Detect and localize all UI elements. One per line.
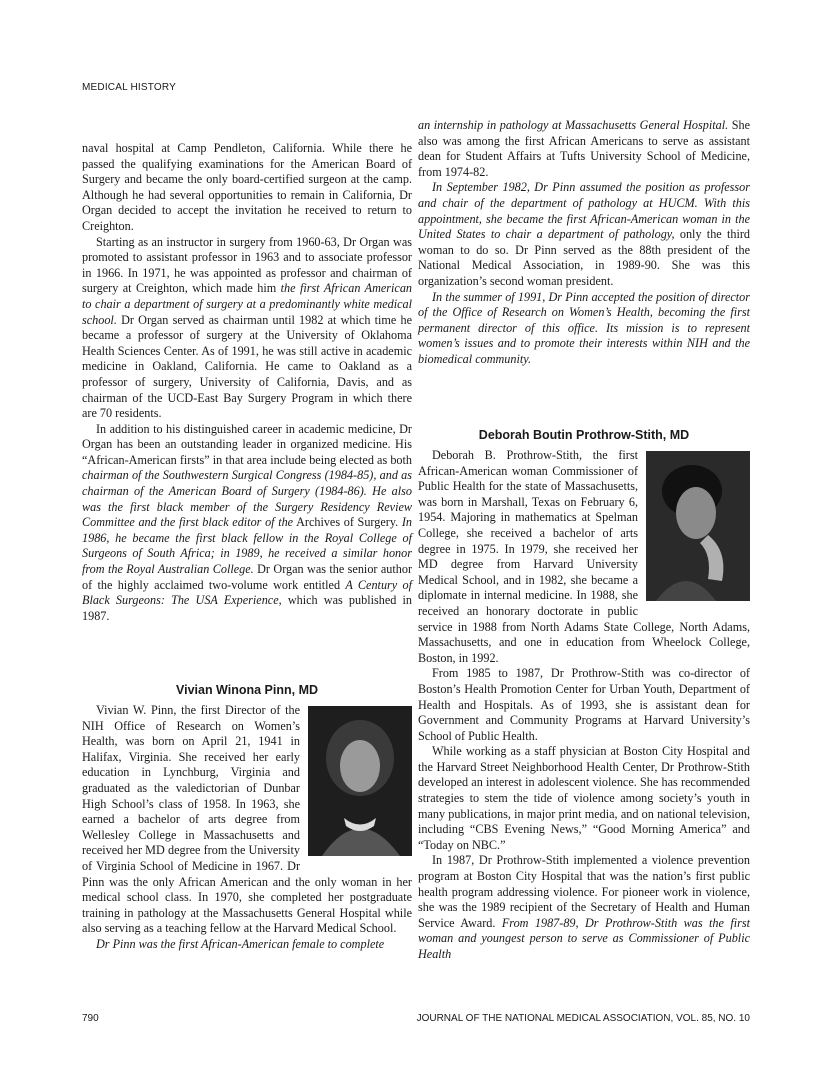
section-heading: Deborah Boutin Prothrow-Stith, MD bbox=[478, 428, 690, 442]
running-header: MEDICAL HISTORY bbox=[82, 82, 176, 93]
paragraph: While working as a staff physician at Boston City Hospital and the Harvard Street Neighborhood Health Center, Dr Prothrow-Stith developed an interest in adolescent violence. She has recommended strategies to stem the tide of violence among society’s youth in many publications, in major print media, and on national television, including “CBS Evening News,” “Good Morning America” and “Today on NBC.” bbox=[418, 744, 750, 852]
paragraph: In addition to his distinguished career in academic medicine, Dr Organ has been an outstanding leader in organized medicine. His “African-American firsts” in that area include being elected as both chairman of the Southwestern Surgical Congress (1984-85), and as chairman of the American Board of Surgery (1984-86). He also was the first black member of the Surgery Residency Review Committee and the first black editor of the Archives of Surgery. In 1986, he became the first black fellow in the Royal College of Surgeons of South Africa; in 1989, he received a similar honor from the Royal Australian College. Dr Organ was the senior author of the highly acclaimed two-volume work entitled A Century of Black Surgeons: The USA Experience, which was published in 1987. bbox=[82, 421, 413, 623]
left-column bbox=[82, 141, 412, 624]
journal-footer: JOURNAL OF THE NATIONAL MEDICAL ASSOCIATION, VOL. 85, NO. 10 bbox=[416, 1013, 750, 1024]
paragraph: In September 1982, Dr Pinn assumed the position as professor and chair of the department of pathology at HUCM. With this appointment, she became the first African-American woman in the United States to chair a department of pathology, only the third woman to do so. Dr Pinn served as the 88th president of the National Medical Association, in 1989-90. She was this organization’s second woman president. bbox=[418, 180, 750, 288]
paragraph: In the summer of 1991, Dr Pinn accepted the position of director of the Office of Research on Women’s Health, becoming the first permanent director of this office. Its mission is to represent women’s issues and to promote their interests within NIH and the biomedical community. bbox=[418, 289, 750, 366]
page-number: 790 bbox=[82, 1013, 99, 1024]
paragraph: From 1985 to 1987, Dr Prothrow-Stith was co-director of Boston’s Health Promotion Center for Urban Youth, Department of Health and Hospitals. As of 1993, she is assistant dean for Government and Community Programs at Harvard University’s School of Public Health. bbox=[418, 666, 750, 743]
paragraph: Starting as an instructor in surgery from 1960-63, Dr Organ was promoted to assistant professor in 1963 and to associate professor in 1966. In 1971, he was appointed as professor and chairman of surgery at Creighton, which made him the first African American to chair a department of surgery at a predominantly white medical school. Dr Organ served as chairman until 1982 at which time he became a professor of surgery at the University of Oklahoma Health Sciences Center. As of 1991, he was still active in academic medicine in Oakland, California. He came to Oakland as a professor of surgery, University of California, Davis, and as chairman of the UCD-East Bay Surgery Program in which there are 70 residents. bbox=[82, 234, 413, 421]
pinn-section bbox=[82, 683, 412, 953]
paragraph: Dr Pinn was the first African-American female to complete bbox=[96, 936, 385, 951]
portrait-photo bbox=[646, 451, 750, 601]
paragraph: In 1987, Dr Prothrow-Stith implemented a violence prevention program at Boston City Hospital that was the nation’s first public health program addressing violence. For pioneer work in violence, she was the 1989 recipient of the Secretary of Health and Human Service Award. From 1987-89, Dr Prothrow-Stith was the first woman and youngest person to serve as Commissioner of Public Health bbox=[418, 853, 750, 961]
section-heading: Vivian Winona Pinn, MD bbox=[175, 683, 319, 697]
paragraph: naval hospital at Camp Pendleton, California. While there he passed the qualifying examinations for the American Board of Surgery and became the only board-certified surgeon at the camp. Although he had several opportunities to remain in California, Dr Organ decided to accept the invitation he received to return to Creighton. bbox=[82, 141, 412, 233]
paragraph: Deborah B. Prothrow-Stith, the first African-American woman Commissioner of Public Health for the state of Massachusetts, was born in Marshall, Texas on February 6, 1954. Majoring in mathematics at Spelman College, she received a bachelor of arts degree in 1975. In 1979, she received her MD degree from Harvard University Medical School, and in 1982, she became a diplomate in internal medicine. In 1988, she received an honorary doctorate in public service in 1988 from North Adams State College, North Adams, Massachusetts, and one in education from Wheelock College, Boston, in 1992. bbox=[418, 448, 750, 665]
paragraph: Vivian W. Pinn, the first Director of the NIH Office of Research on Women’s Health, was born on April 21, 1941 in Halifax, Virginia. She received her early education in Lynchburg, Virginia and graduated as the valedictorian of Dunbar High School’s class of 1958. In 1963, she earned a bachelor of arts degree from Wellesley College in Massachusetts and received her MD degree from the University of Virginia School of Medicine in 1967. Dr Pinn was the only African American and the only woman in her medical school class. In 1970, she completed her postgraduate training in pathology at the Massachusetts General Hospital while also serving as a teaching fellow at the Harvard Medical School. bbox=[82, 703, 412, 936]
stith-section bbox=[418, 428, 750, 963]
paragraph: an internship in pathology at Massachusetts General Hospital. She also was among the first African Americans to serve as assistant dean for Student Affairs at Tufts University School of Medicine, from 1974-82. bbox=[418, 118, 750, 179]
right-column bbox=[418, 118, 750, 368]
portrait-photo bbox=[308, 706, 412, 856]
